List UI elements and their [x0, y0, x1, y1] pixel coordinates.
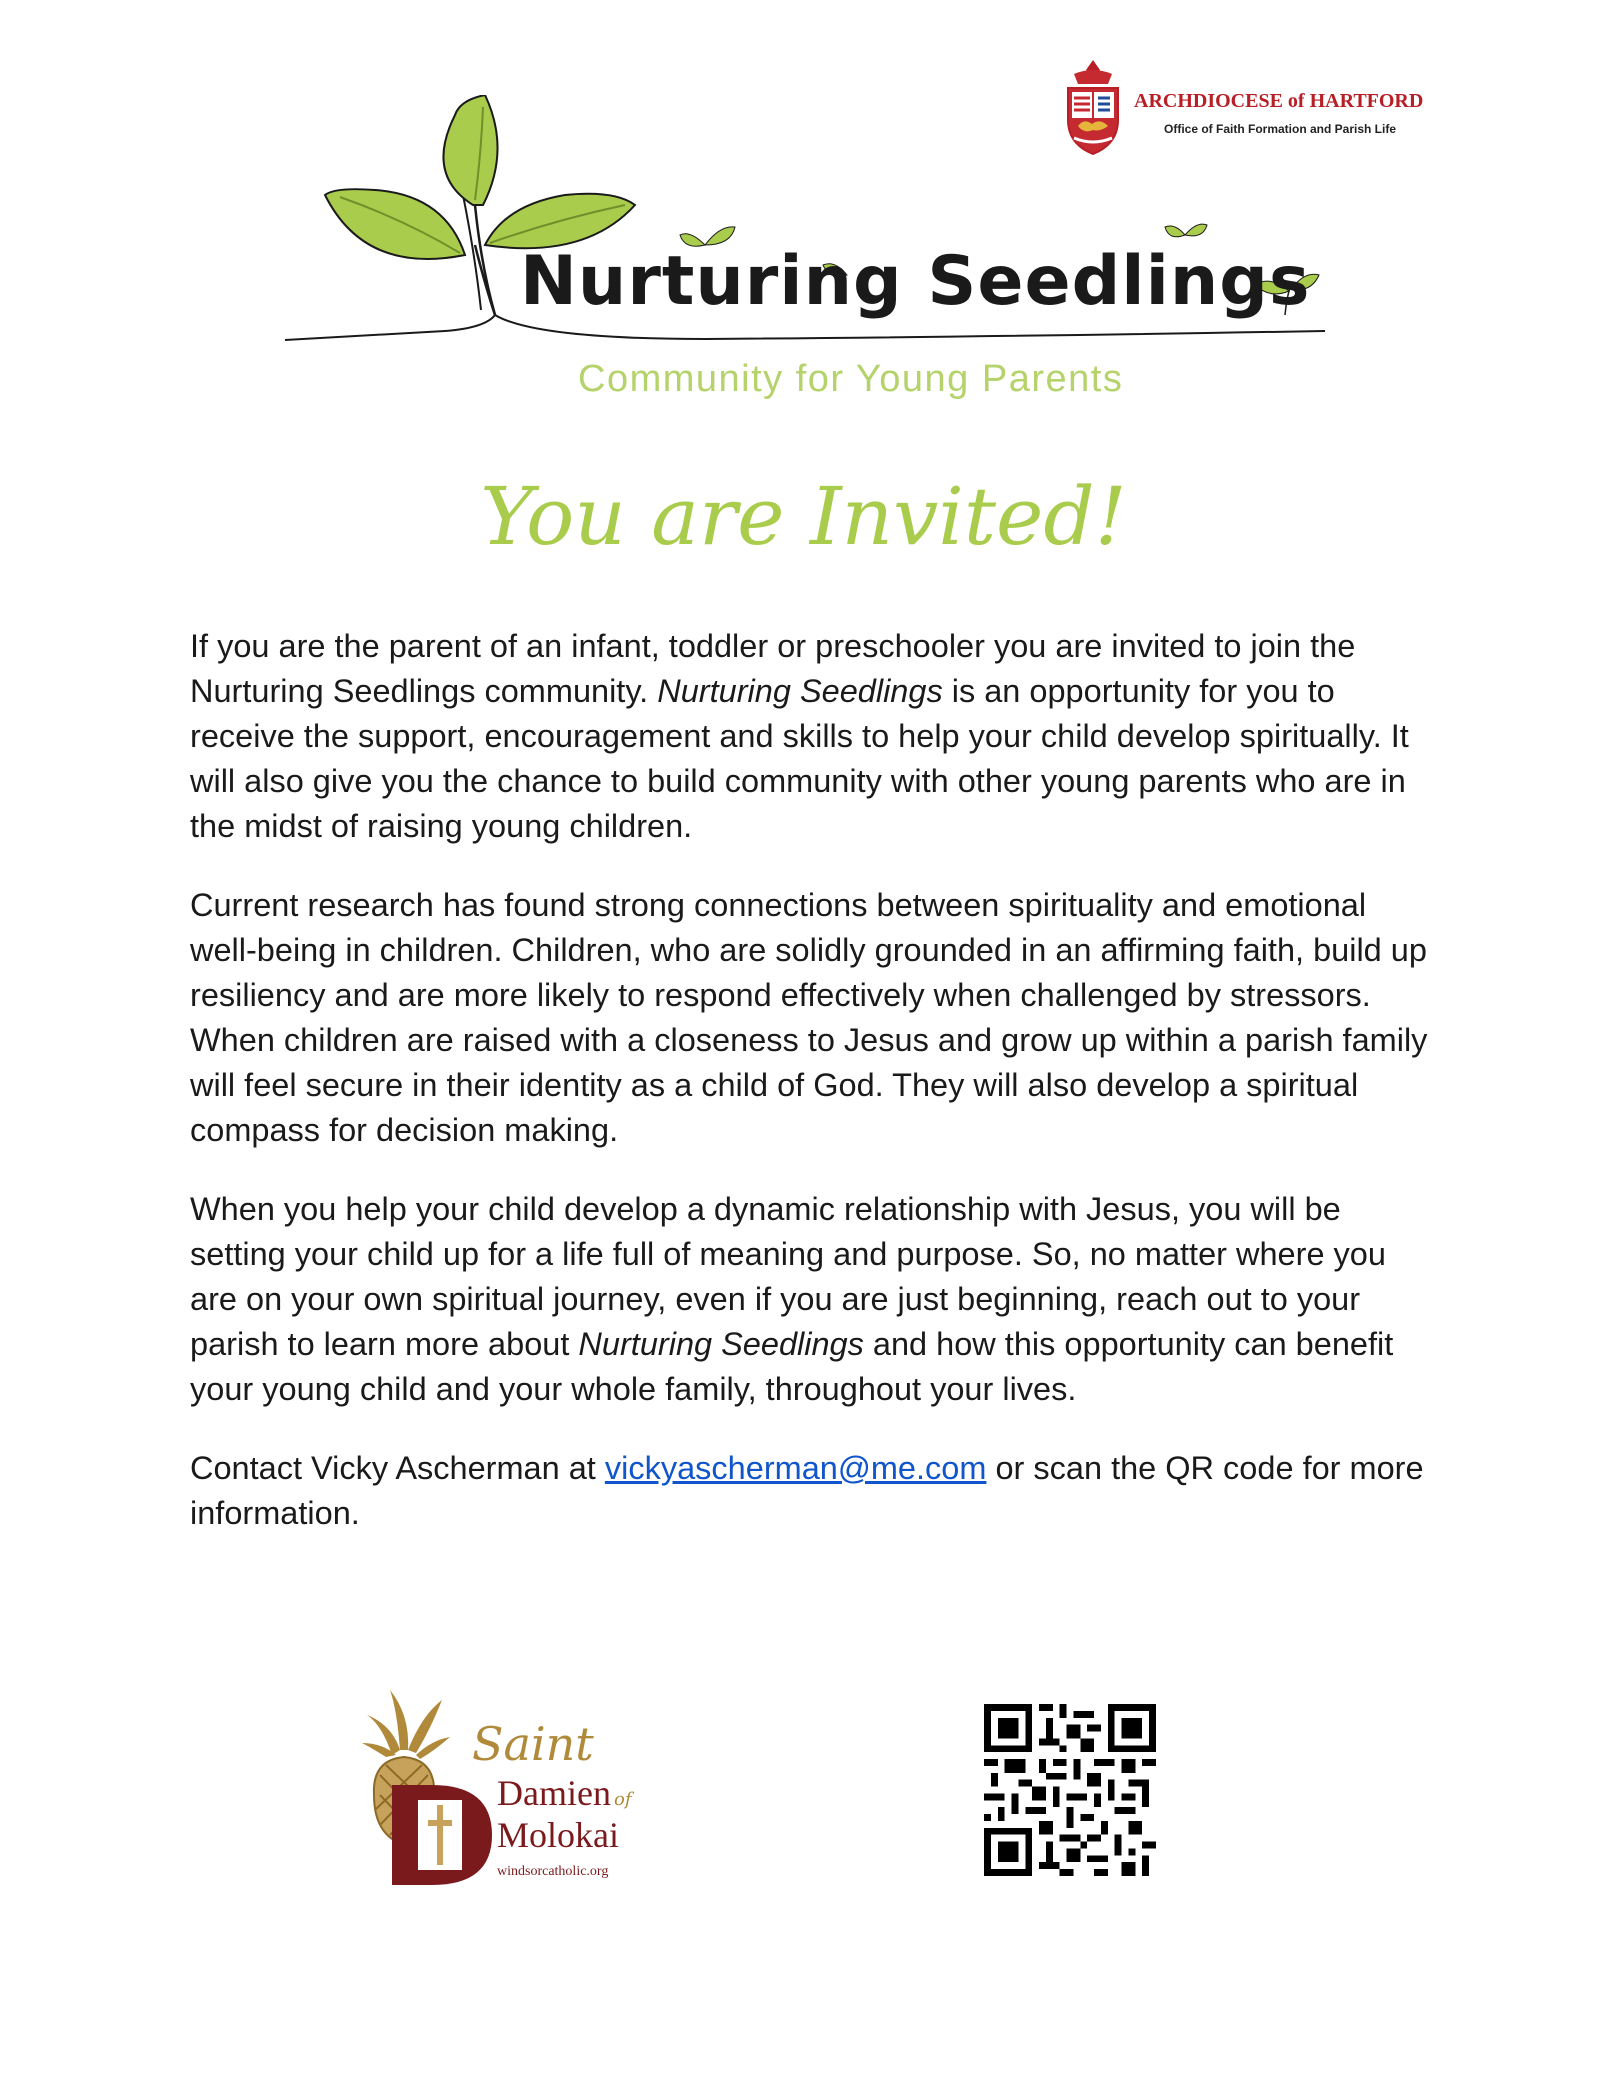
paragraph-contact: Contact Vicky Ascherman at vickyascherman@me.com or scan the QR code for more information. [190, 1450, 1424, 1531]
archdiocese-name: ARCHDIOCESE of HARTFORD [1134, 90, 1424, 112]
invitation-heading: You are Invited! [480, 470, 1127, 563]
paragraph-research: Current research has found strong connections between spirituality and emotional well-being in children. Children, who are solidly grounded in an affirming faith, build up resiliency and are more likely to respond effectively when challenged by stressors. When children are raised with a closeness to Jesus and grow up within a parish family will feel secure in their identity as a child of God. They will also develop a spiritual compass for decision making. [190, 887, 1428, 1148]
damien-label: Damien [497, 1773, 611, 1813]
archdiocese-office: Office of Faith Formation and Parish Life [1164, 122, 1397, 136]
website-label: windsorcatholic.org [497, 1864, 609, 1879]
logo-title: Nurturing Seedlings [520, 242, 1311, 321]
contact-email-link[interactable]: vickyascherman@me.com [604, 1450, 987, 1486]
body-text [190, 624, 1430, 1570]
logo-subtitle: Community for Young Parents [578, 358, 1124, 400]
molokai-label: Molokai [497, 1815, 619, 1855]
paragraph-invitation: When you help your child develop a dynamic relationship with Jesus, you will be setting your child up for a life full of meaning and purpose. So, no matter where you are on your own spiritual journey, even if you are just beginning, reach out to your parish to learn more about Nurturing Seedlings and how this opportunity can benefit your young child and your whole family, throughout your lives. [190, 1191, 1394, 1407]
saint-damien-logo [362, 1685, 652, 1885]
of-label: of [614, 1789, 632, 1810]
paragraph-intro: If you are the parent of an infant, toddler or preschooler you are invited to join the Nurturing Seedlings community. Nurturing Seedlings is an opportunity for you to receive the support, encouragement and skills to help your child develop spiritually. It will also give you the chance to build community with other young parents who are in the midst of raising young children. [190, 628, 1409, 844]
qr-code-icon[interactable] [984, 1704, 1156, 1876]
pineapple-leaves-icon [362, 1690, 450, 1759]
saint-label: Saint [472, 1717, 594, 1771]
